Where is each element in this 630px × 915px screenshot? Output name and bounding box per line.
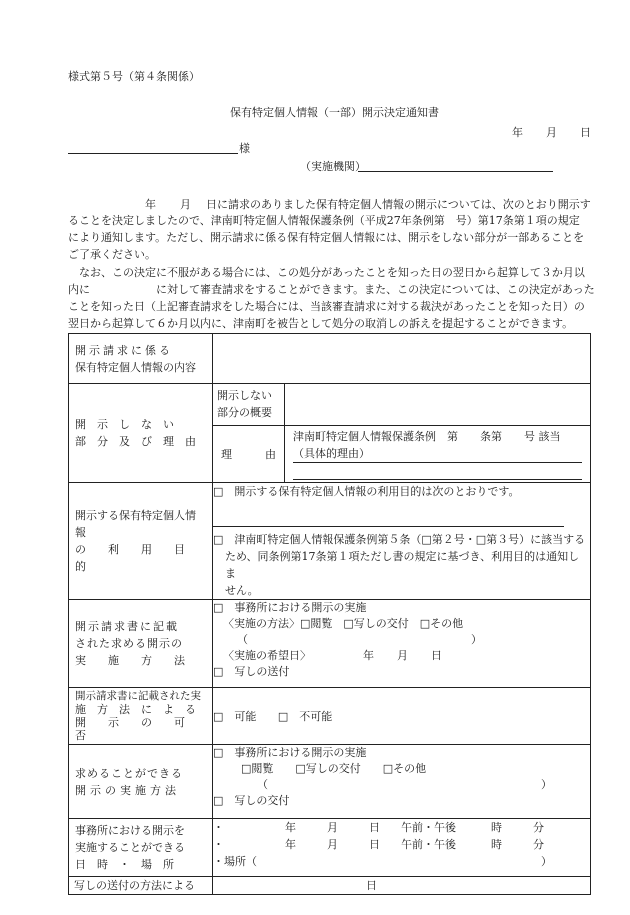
table-row [69, 877, 591, 895]
slot-ampm: 午前・午後 [401, 838, 456, 851]
slot-hour: 時 [491, 838, 502, 851]
paren-open: （ [257, 778, 268, 791]
row-label [69, 334, 213, 384]
label-line: 施 方 法 に よ る [75, 703, 196, 716]
reason-cell[interactable] [285, 426, 591, 483]
agency-label: （実施機関） [300, 160, 366, 173]
sub-label-line: 開示しない [217, 389, 272, 402]
paren-close: ） [541, 778, 552, 791]
copy-mail-option[interactable]: □ 写しの送付 [213, 665, 290, 678]
copy-delivery-option[interactable]: □ 写しの交付 [213, 794, 290, 807]
impossible-option[interactable]: □ 不可能 [277, 709, 333, 723]
row-label [69, 483, 213, 600]
preferred-year: 年 [363, 649, 374, 662]
row-label [69, 384, 213, 483]
datetime-slot-2[interactable] [213, 836, 590, 853]
table-row [69, 483, 591, 600]
feasibility-cell [213, 688, 591, 745]
purpose-text-line[interactable] [213, 500, 564, 527]
purpose-option-2[interactable]: □ 津南町特定個人情報保護条例第５条（□第２号・□第３号）に該当する [213, 533, 586, 546]
body-text-line: 翌日から起算して６か月以内に、津南町を被告として処分の取消しの訴えを提起することができます。 [68, 317, 574, 330]
body-text-line: ることを決定しましたので、津南町特定個人情報保護条例（平成27年条例第 号）第17条第１項の規定 [68, 214, 580, 227]
bullet: ・ [213, 838, 224, 851]
label-line: 事務所における開示を [75, 824, 185, 837]
preferred-month: 月 [397, 649, 408, 662]
purpose-cell [213, 483, 591, 600]
other-method-paren[interactable] [213, 632, 590, 648]
place-label: ・場所（ [213, 855, 257, 868]
slot-year: 年 [285, 838, 296, 851]
label-line: 保有特定個人情報の内容 [75, 360, 196, 374]
office-disclosure-option[interactable]: □ 事務所における開示の実施 [213, 746, 367, 759]
label-line: 開示請求書に記載 [75, 620, 179, 633]
body-text-line: ご了承ください。 [68, 248, 156, 261]
purpose-option-2-cont: ため、同条例第17条第１項ただし書の規定に基づき、利用目的は通知しま [225, 550, 580, 580]
office-disclosure-option[interactable]: □ 事務所における開示の実施 [213, 601, 367, 614]
table-row [69, 600, 591, 688]
sub-label-line: 部分の概要 [217, 406, 272, 419]
sub-label-char: 理 [221, 447, 232, 461]
body-year: 年 [145, 198, 156, 211]
slot-hour: 時 [491, 821, 502, 834]
place-slot[interactable] [213, 853, 590, 870]
datetime-place-cell [213, 819, 591, 877]
row-label [69, 745, 213, 819]
reason-detail: （具体的理由） [293, 445, 582, 463]
requested-method-cell [213, 600, 591, 688]
slot-minute: 分 [533, 838, 544, 851]
date-month: 月 [546, 126, 557, 139]
label-line: の 利 用 目 的 [75, 543, 207, 573]
document-title: 保有特定個人情報（一部）開示決定通知書 [230, 106, 439, 119]
slot-month: 月 [327, 838, 338, 851]
undisclosed-summary-cell[interactable] [285, 384, 591, 426]
requested-info-content-cell[interactable] [213, 334, 591, 384]
label-line: 部 分 及 び 理 由 [75, 435, 196, 448]
sub-label-char: 由 [265, 447, 276, 461]
addressee-suffix: 様 [239, 142, 250, 155]
form-number: 様式第５号（第４条関係） [68, 70, 200, 83]
label-line: 写しの送付の方法による [74, 879, 195, 892]
slot-ampm: 午前・午後 [401, 821, 456, 834]
table-row [69, 384, 591, 426]
datetime-slot-1[interactable] [213, 819, 590, 836]
sub-label [213, 384, 285, 426]
label-line: 開示する保有特定個人情報 [75, 509, 196, 539]
label-line: された求める開示の [75, 637, 183, 650]
method-options[interactable]: □閲覧 □写しの交付 □その他 [241, 762, 427, 775]
preferred-date-label: 〈実施の希望日〉 [223, 649, 311, 662]
label-line: 開 示 し な い [75, 418, 174, 431]
preferred-day: 日 [431, 649, 442, 662]
label-line: 開示請求に係る [75, 343, 173, 357]
body-text-line: 内に [68, 283, 90, 296]
row-label [69, 600, 213, 688]
purpose-option-1[interactable]: □ 開示する保有特定個人情報の利用目的は次のとおりです。 [213, 485, 520, 498]
date-day: 日 [580, 126, 591, 139]
body-text-line: に対して審査請求をすることができます。また、この決定については、この決定があった [156, 283, 595, 296]
slot-minute: 分 [533, 821, 544, 834]
bullet: ・ [213, 821, 224, 834]
other-method-paren[interactable] [213, 777, 590, 793]
body-text-line: なお、この決定に不服がある場合には、この処分があったことを知った日の翌日から起算して３か月以 [79, 266, 585, 279]
table-row [69, 745, 591, 819]
table-row [69, 819, 591, 877]
label-line: 開示の実施方法 [75, 783, 180, 797]
purpose-option-2-cont: せん。 [225, 584, 259, 597]
paren-close: ） [541, 855, 552, 868]
agency-name-line[interactable] [358, 171, 553, 172]
body-text-line: ことを知った日（上記審査請求をした場合には、当該審査請求に対する裁決があったことを知った日）の [68, 300, 585, 313]
mail-day: 日 [366, 879, 377, 892]
label-line: 求めることができる [75, 766, 183, 780]
available-method-cell [213, 745, 591, 819]
slot-day: 日 [369, 821, 380, 834]
row-label [69, 877, 213, 895]
addressee-name-line[interactable] [68, 153, 238, 154]
table-row [69, 334, 591, 384]
disclosure-form-table [68, 333, 591, 895]
slot-year: 年 [285, 821, 296, 834]
possible-option[interactable]: □ 可能 [213, 709, 257, 723]
paren-open: （ [237, 633, 248, 646]
body-text-line: により通知します。ただし、開示請求に係る保有特定個人情報には、開示をしない部分が一部あることを [68, 231, 585, 244]
slot-month: 月 [327, 821, 338, 834]
row-label [69, 819, 213, 877]
reason-ordinance: 津南町特定個人情報保護条例 第 条第 号 該当 [293, 430, 561, 443]
mail-date-cell[interactable] [213, 877, 591, 895]
slot-day: 日 [369, 838, 380, 851]
paren-close: ） [471, 633, 482, 646]
preferred-date[interactable] [213, 648, 590, 664]
method-options[interactable]: 〈実施の方法〉□閲覧 □写しの交付 □その他 [223, 617, 464, 630]
label-line: 日 時 ・ 場 所 [75, 858, 174, 871]
table-row [69, 688, 591, 745]
body-text-line: 日に請求のありました保有特定個人情報の開示については、次のとおり開示す [206, 198, 591, 211]
label-line: 実 施 方 法 [75, 654, 185, 667]
sub-label [213, 426, 285, 483]
label-line: 実施することができる [75, 841, 185, 854]
label-line: 開示請求書に記載された実 [75, 690, 201, 702]
reason-detail-line[interactable] [293, 463, 582, 480]
body-month: 月 [180, 198, 191, 211]
row-label [69, 688, 213, 745]
date-year: 年 [512, 126, 523, 139]
label-line: 開 示 の 可 否 [75, 716, 207, 742]
